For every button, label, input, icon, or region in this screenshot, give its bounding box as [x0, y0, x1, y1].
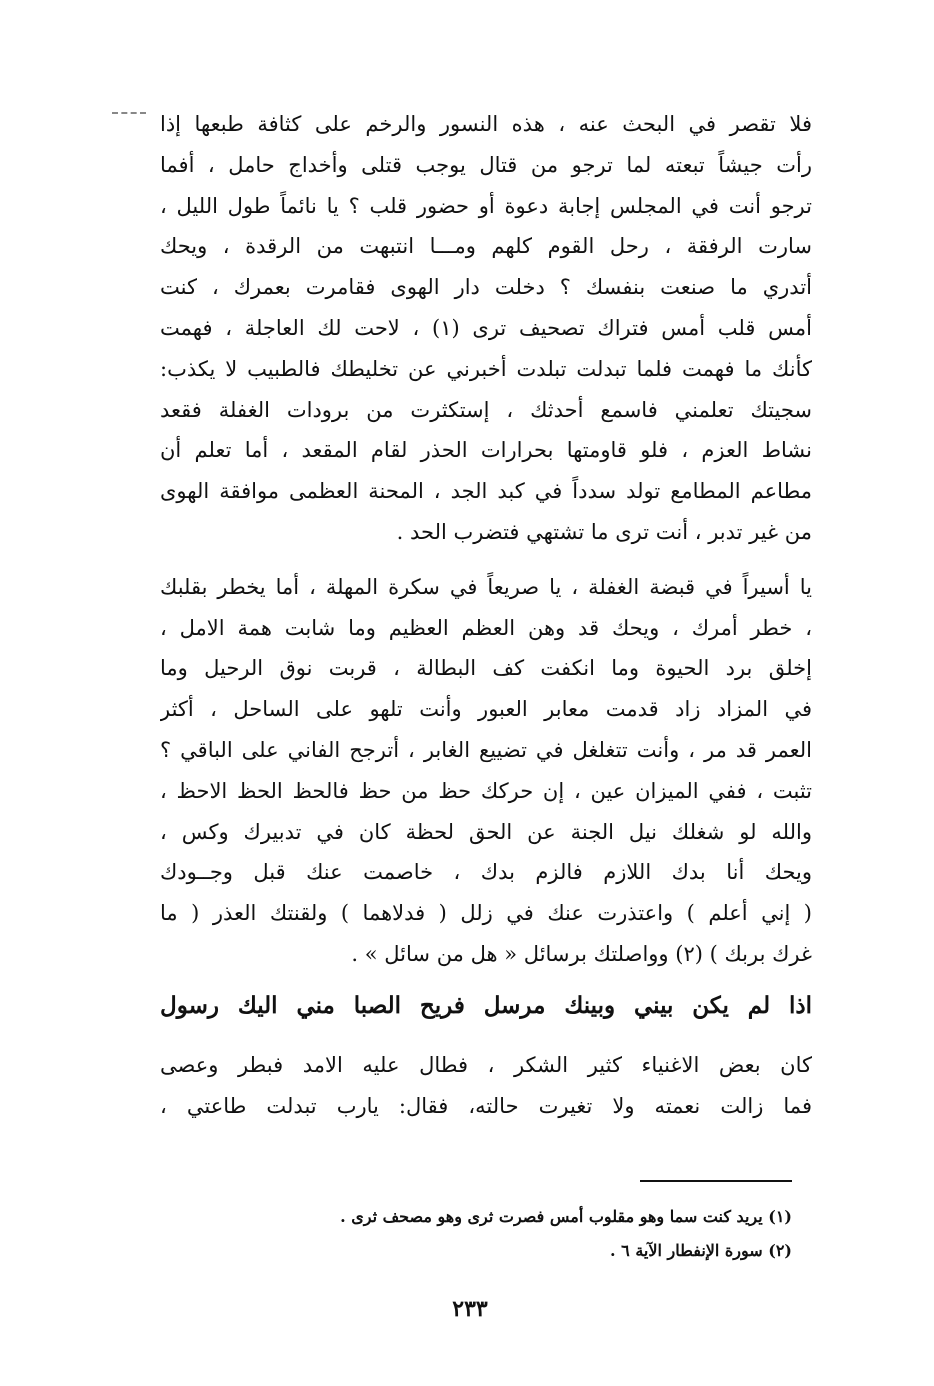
margin-mark: [112, 112, 146, 120]
text-line: نشاط العزم ، فلو قاومتها بحرارات الحذر لقام المقعد ، أما تعلم أن: [160, 438, 812, 463]
text-line: يا أسيراً في قبضة الغفلة ، يا صريعاً في سكرة المهلة ، أما يخطر بقلبك: [160, 574, 812, 599]
text-line: في المزاد زاد قدمت معابر العبور وأنت تلهو على الساحل ، أكثر: [160, 697, 812, 722]
paragraph-gap: [160, 553, 812, 567]
paragraph-3: [160, 1045, 812, 1127]
text-line: غرك بربك ) (٢) وواصلتك برسائل « هل من سائل » .: [351, 941, 812, 966]
text-line: تثبت ، ففي الميزان عين ، إن حركك حظ من حظ فالحظ الحظ الاحظ ،: [160, 778, 812, 803]
footnotes: [260, 1200, 792, 1268]
text-line: كأنك ما فهمت فلما تبدلت تبلدت أخبرني عن تخليطك فالطبيب لا يكذب:: [160, 356, 812, 381]
paragraph-gap: [160, 1031, 812, 1045]
main-text: [160, 104, 812, 1126]
paragraph-1: [160, 104, 812, 553]
footnote-2: (٢) سورة الإنفطار الآية ٦ .: [610, 1241, 792, 1260]
text-line: إخلق برد الحيوة وما انكفت كف البطالة ، قربت نوق الرحيل وما: [160, 656, 812, 681]
text-line: أتدري ما صنعت بنفسك ؟ دخلت دار الهوى فقامرت بعمرك ، كنت: [160, 275, 812, 300]
text-line: كان بعض الاغنياء كثير الشكر ، فطال عليه الامد فبطر وعصى: [160, 1052, 812, 1077]
text-line: مطاعم المطامع تولد سدداً في كبد الجد ، المحنة العظمى موافقة الهوى: [160, 479, 812, 504]
page-number: ٢٣٣: [452, 1296, 488, 1322]
text-line: ترجو أنت في المجلس إجابة دعوة أو حضور قلب ؟ يا نائماً طول الليل ،: [160, 193, 812, 218]
text-line: ، خطر أمرك ، ويحك قد وهن العظم العظيم وما شابت همة الامل ،: [160, 615, 812, 640]
text-line: فما زالت نعمته ولا تغيرت حالته، فقال: يارب تبدلت طاعتي ،: [160, 1093, 812, 1118]
text-line: سجيتك تعلمني فاسمع أحدثك ، إستكثرت من برودات الغفلة فقعد: [160, 397, 812, 422]
text-line: ويحك أنا بدك اللازم فالزم بدك ، خاصمت عنك قبل وجــودك: [160, 860, 812, 885]
text-line: سارت الرفقة ، رحل القوم كلهم ومـــا انتبهت من الرقدة ، ويحك: [160, 234, 812, 259]
text-line: رأت جيشاً تبعته لما ترجو من قتال يوجب قتلى وأخداج حامل ، أفما: [160, 152, 812, 177]
paragraph-2: [160, 567, 812, 975]
text-line: من غير تدبر ، أنت ترى ما تشتهي فتضرب الحد .: [396, 519, 812, 544]
text-line: فلا تقصر في البحث عنه ، هذه النسور والرخم على كثافة طبعها إذا: [160, 112, 812, 136]
poetry-verse: اذا لم يكن بيني وبينك مرسل فريح الصبا مني اليك رسول: [160, 991, 812, 1019]
footnote-separator: [640, 1180, 792, 1182]
text-line: ( إني أعلم ) واعتذرت عنك في زلل ( فدلاهما ) ولقنتك العذر ( ما: [160, 901, 812, 926]
footnote-1: (١) يريد كنت سما وهو مقلوب أمس فصرت ثرى وهو مصحف ثرى .: [340, 1207, 792, 1226]
text-line: العمر قد مر ، وأنت تتغلغل في تضييع الغابر ، أترجح الفاني على الباقي ؟: [160, 737, 812, 762]
text-line: والله لو شغلك نيل الجنة عن الحق لحظة كان في تدبيرك وكس ،: [160, 819, 812, 844]
text-line: أمس قلب أمس فتراك تصحيف ترى (١) ، لاحت لك العاجلة ، فهمت: [160, 315, 812, 340]
